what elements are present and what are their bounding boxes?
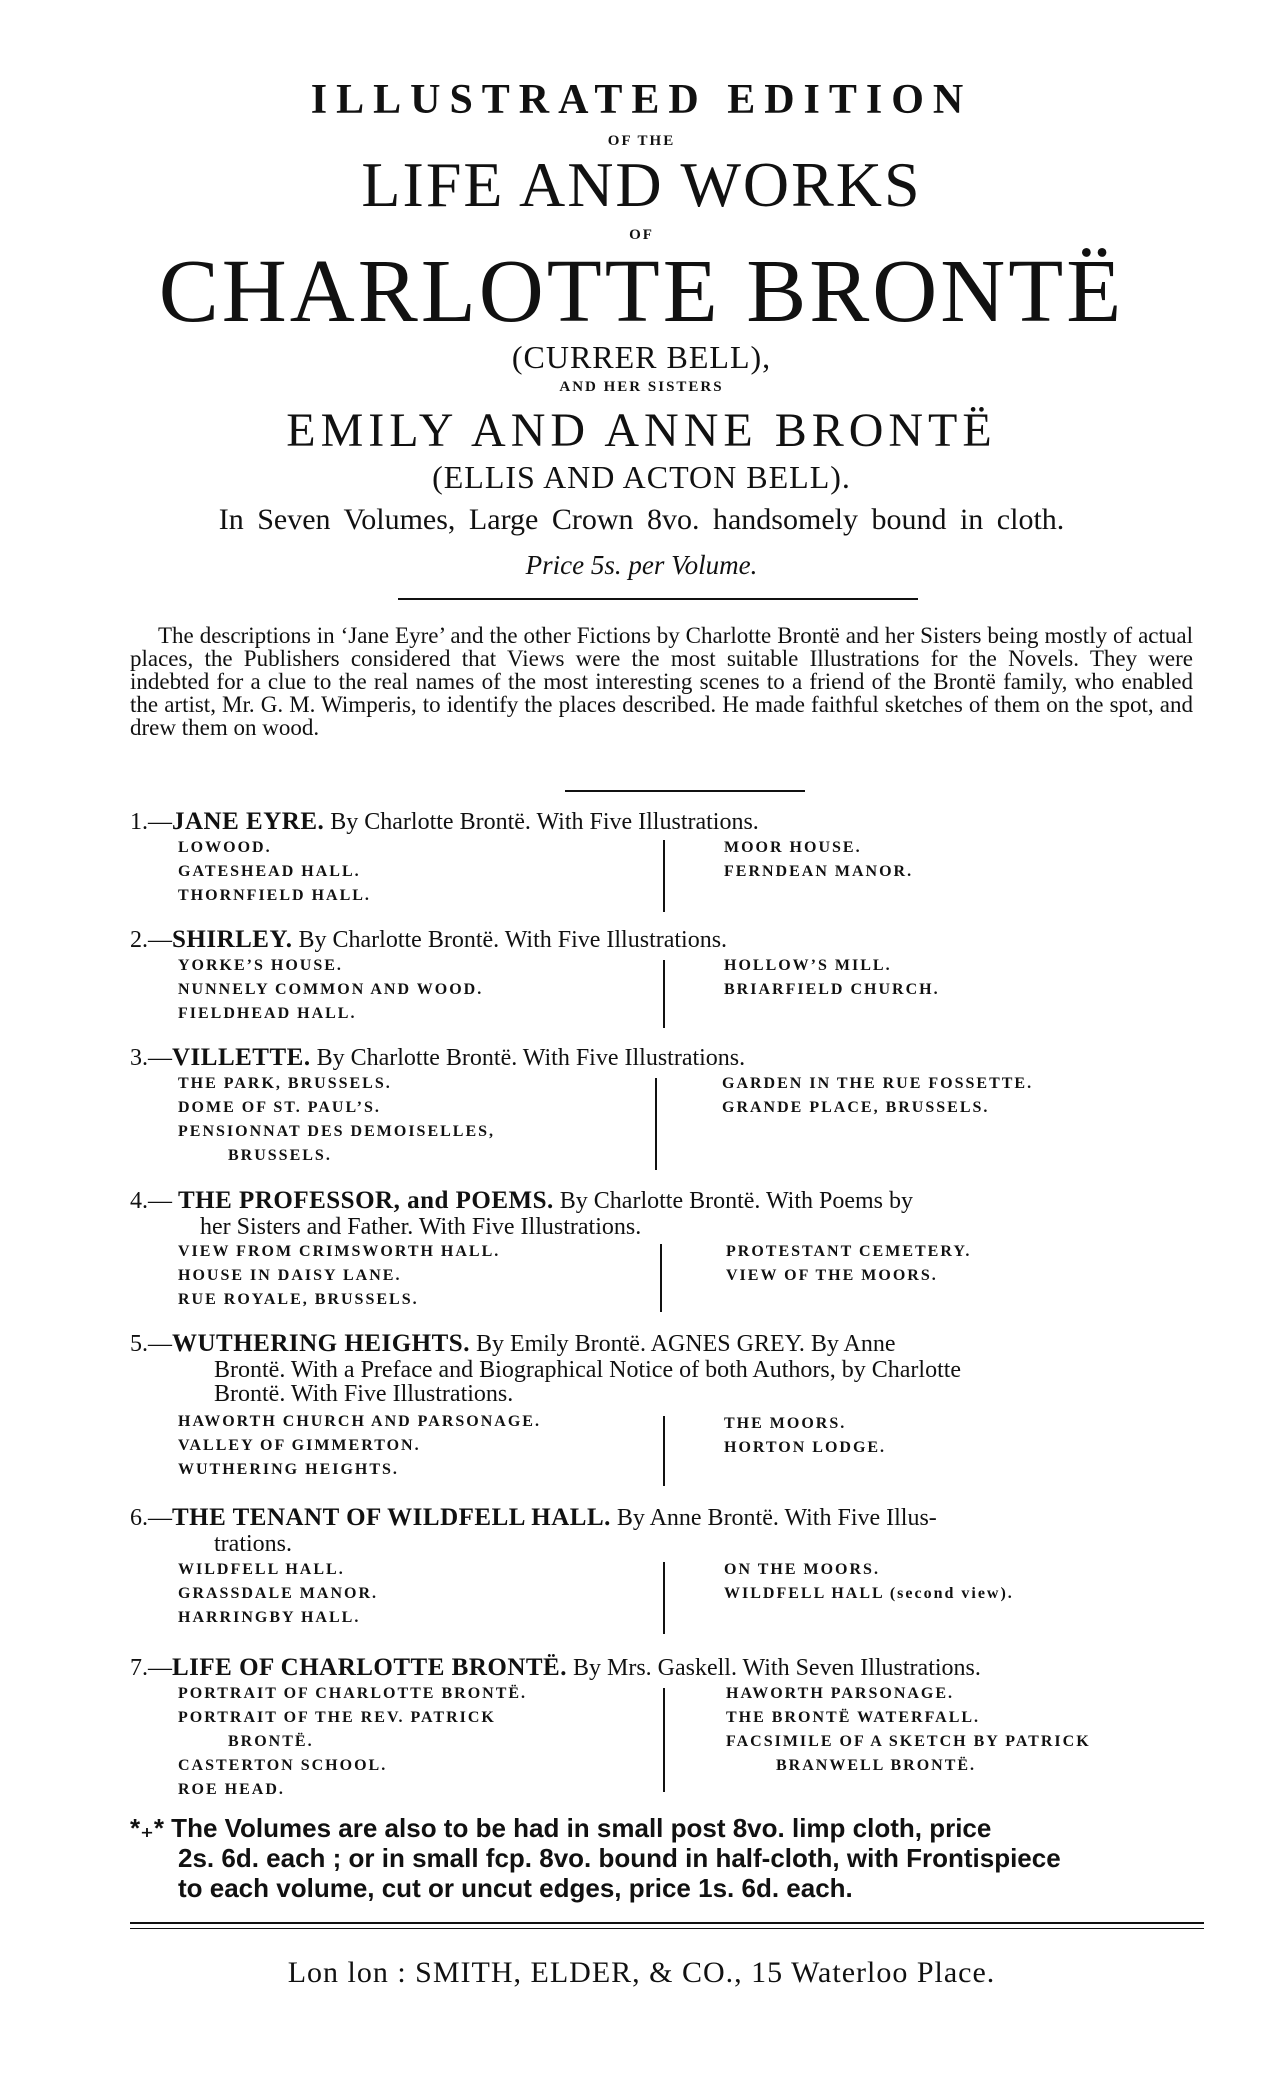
of-the-label: OF THE [607, 133, 676, 149]
volume-heading-continued: her Sisters and Father. With Five Illustrations. [200, 1214, 642, 1240]
illustration-item: VALLEY OF GIMMERTON. [178, 1437, 421, 1454]
illustration-item: PROTESTANT CEMETERY. [726, 1243, 972, 1260]
divider [565, 790, 805, 792]
intro-paragraph: The descriptions in ‘Jane Eyre’ and the other Fictions by Charlotte Brontë and her Sisters being mostly of actual places, the Publishers considered that Views were the most suitable Illustrations for the Novels. They were indebted for a clue to the real names of the most interesting scenes to a friend of the Brontë family, who enabled the artist, Mr. G. M. Wimperis, to identify the places described. He made faithful sketches of them on the spot, and drew them on wood. [130, 623, 1193, 740]
illustration-item: HOUSE IN DAISY LANE. [178, 1267, 402, 1284]
column-divider [663, 1562, 665, 1634]
illustration-item: RUE ROYALE, BRUSSELS. [178, 1291, 419, 1308]
illustration-item: WILDFELL HALL. [178, 1561, 345, 1578]
author-heading: CHARLOTTE BRONTË [158, 242, 1125, 341]
illustration-item: THE MOORS. [724, 1415, 847, 1432]
publisher-imprint: Lon lon : SMITH, ELDER, & CO., 15 Waterloo Place. [287, 1956, 996, 1989]
illustration-item: WUTHERING HEIGHTS. [178, 1461, 399, 1478]
illustration-list [178, 1558, 378, 1630]
illustration-item: HARRINGBY HALL. [178, 1609, 361, 1626]
illustration-list [178, 1072, 495, 1168]
sisters-pseudonyms: (ELLIS AND ACTON BELL). [432, 459, 851, 495]
double-rule-bottom [130, 1928, 1204, 1929]
illustration-list [178, 1682, 527, 1802]
illustration-item: ROE HEAD. [178, 1781, 285, 1798]
illustration-item: THE PARK, BRUSSELS. [178, 1075, 392, 1092]
cheap-edition-note [130, 1813, 1210, 1903]
illustration-item: NUNNELY COMMON AND WOOD. [178, 981, 484, 998]
illustration-item: FIELDHEAD HALL. [178, 1005, 357, 1022]
column-divider [663, 840, 665, 912]
volume-heading-continued: Brontë. With a Preface and Biographical Notice of both Authors, by Charlotte [214, 1357, 962, 1383]
edition-heading: ILLUSTRATED EDITION [310, 77, 973, 123]
format-line: In Seven Volumes, Large Crown 8vo. handsomely bound in cloth. [218, 503, 1065, 536]
illustration-list [724, 1412, 886, 1460]
illustration-item: BRONTË. [228, 1733, 314, 1750]
illustration-item: GRANDE PLACE, BRUSSELS. [722, 1099, 990, 1116]
illustration-list [178, 1240, 500, 1312]
illustration-item: YORKE’S HOUSE. [178, 957, 343, 974]
column-divider [660, 1244, 662, 1312]
illustration-item: HORTON LODGE. [724, 1439, 887, 1456]
and-her-sisters-label: AND HER SISTERS [559, 379, 724, 395]
illustration-item: PORTRAIT OF THE REV. PATRICK [178, 1709, 496, 1726]
illustration-item: WILDFELL HALL (second view). [724, 1585, 1014, 1602]
illustration-item: VIEW FROM CRIMSWORTH HALL. [178, 1243, 501, 1260]
volume-heading: 1.—JANE EYRE. By Charlotte Brontë. With Five Illustrations. [130, 808, 759, 835]
illustration-item: PENSIONNAT DES DEMOISELLES, [178, 1123, 496, 1140]
illustration-item: GRASSDALE MANOR. [178, 1585, 379, 1602]
column-divider [663, 1688, 665, 1792]
illustration-item: BRUSSELS. [228, 1147, 332, 1164]
column-divider [663, 960, 665, 1028]
illustration-item: BRANWELL BRONTË. [776, 1757, 977, 1774]
illustration-list [178, 1410, 541, 1482]
illustration-item: LOWOOD. [178, 839, 272, 856]
divider [398, 598, 918, 600]
illustration-item: DOME OF ST. PAUL’S. [178, 1099, 381, 1116]
illustration-list [722, 1072, 1033, 1120]
note-line: to each volume, cut or uncut edges, price 1s. 6d. each. [178, 1873, 853, 1903]
double-rule-top [130, 1922, 1204, 1924]
illustration-item: HAWORTH CHURCH AND PARSONAGE. [178, 1413, 541, 1430]
illustration-list [724, 1558, 1014, 1606]
illustration-list [178, 836, 371, 908]
of-label: OF [629, 227, 654, 243]
illustration-list [726, 1240, 971, 1288]
life-and-works-heading: LIFE AND WORKS [361, 149, 922, 220]
illustration-list [178, 954, 483, 1026]
illustration-list [726, 1682, 1091, 1778]
illustration-item: THORNFIELD HALL. [178, 887, 371, 904]
illustration-item: GATESHEAD HALL. [178, 863, 361, 880]
illustration-item: CASTERTON SCHOOL. [178, 1757, 388, 1774]
volume-heading-continued: trations. [214, 1531, 292, 1557]
note-line: 2s. 6d. each ; or in small fcp. 8vo. bound in half-cloth, with Frontispiece [178, 1843, 1061, 1873]
illustration-item: PORTRAIT OF CHARLOTTE BRONTË. [178, 1685, 528, 1702]
illustration-item: FACSIMILE OF A SKETCH BY PATRICK [726, 1733, 1091, 1750]
pseudonym: (CURRER BELL), [511, 339, 772, 375]
illustration-item: HAWORTH PARSONAGE. [726, 1685, 955, 1702]
volume-heading: 4.— THE PROFESSOR, and POEMS. By Charlotte Brontë. With Poems by [130, 1187, 914, 1214]
note-line: *₊* The Volumes are also to be had in small post 8vo. limp cloth, price [130, 1813, 992, 1843]
volume-heading: 3.—VILLETTE. By Charlotte Brontë. With Five Illustrations. [130, 1044, 746, 1071]
sisters-heading: EMILY AND ANNE BRONTË [286, 404, 997, 457]
volume-heading: 5.—WUTHERING HEIGHTS. By Emily Brontë. AGNES GREY. By Anne [130, 1330, 896, 1357]
illustration-item: FERNDEAN MANOR. [724, 863, 914, 880]
illustration-item: HOLLOW’S MILL. [724, 957, 892, 974]
illustration-item: MOOR HOUSE. [724, 839, 862, 856]
illustration-item: ON THE MOORS. [724, 1561, 880, 1578]
volume-heading: 2.—SHIRLEY. By Charlotte Brontë. With Five Illustrations. [130, 926, 728, 953]
illustration-item: GARDEN IN THE RUE FOSSETTE. [722, 1075, 1034, 1092]
illustration-item: BRIARFIELD CHURCH. [724, 981, 940, 998]
column-divider [655, 1078, 657, 1170]
price-line: Price 5s. per Volume. [525, 550, 758, 580]
volume-heading-continued: Brontë. With Five Illustrations. [214, 1381, 514, 1407]
column-divider [663, 1416, 665, 1486]
illustration-list [724, 954, 940, 1002]
volume-heading: 6.—THE TENANT OF WILDFELL HALL. By Anne Brontë. With Five Illus- [130, 1504, 937, 1531]
illustration-list [724, 836, 913, 884]
illustration-item: VIEW OF THE MOORS. [726, 1267, 938, 1284]
volume-heading: 7.—LIFE OF CHARLOTTE BRONTË. By Mrs. Gaskell. With Seven Illustrations. [130, 1654, 981, 1681]
illustration-item: THE BRONTË WATERFALL. [726, 1709, 981, 1726]
